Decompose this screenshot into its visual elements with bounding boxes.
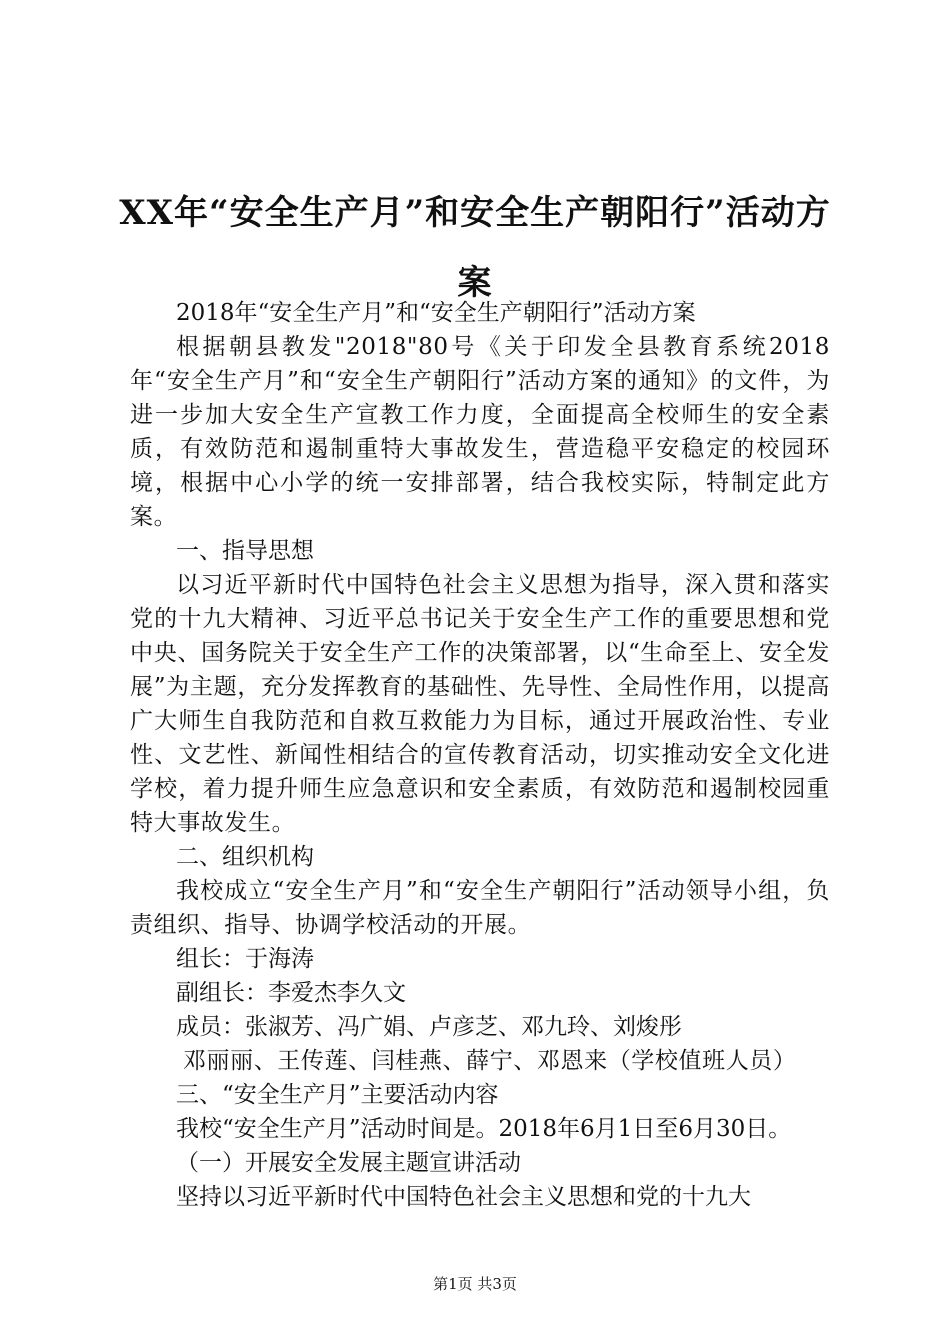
paragraph-subtitle: 2018年“安全生产月”和“安全生产朝阳行”活动方案 bbox=[176, 300, 696, 326]
page-footer: 第1页 共3页 bbox=[433, 1275, 517, 1293]
paragraph-activity-time: 我校“安全生产月”活动时间是。2018年6月1日至6月30日。 bbox=[176, 1116, 792, 1142]
document-title: XX年“安全生产月”和安全生产朝阳行”活动方案 bbox=[119, 193, 831, 303]
paragraph-leader: 组长：于海涛 bbox=[176, 946, 314, 972]
paragraph-organization: 我校成立“安全生产月”和“安全生产朝阳行”活动领导小组，负责组织、指导、协调学校活动的开展。 bbox=[130, 878, 830, 938]
paragraph-adhere: 坚持以习近平新时代中国特色社会主义思想和党的十九大 bbox=[176, 1184, 751, 1210]
paragraph-guiding-ideology: 以习近平新时代中国特色社会主义思想为指导，深入贯和落实党的十九大精神、习近平总书记关于安全生产工作的重要思想和党中央、国务院关于安全生产工作的决策部署，以“生命至上、安全发展”为主题，充分发挥教育的基础性、先导性、全局性作用，以提高广大师生自我防范和自救互救能力为目标，通过开展政治性、专业性、文艺性、新闻性相结合的宣传教育活动，切实推动安全文化进学校，着力提升师生应急意识和安全素质，有效防范和遏制校园重特大事故发生。 bbox=[130, 572, 830, 836]
section-heading-3: 三、“安全生产月”主要活动内容 bbox=[176, 1082, 499, 1108]
section-heading-1: 一、指导思想 bbox=[176, 538, 314, 564]
paragraph-members-continued: 邓丽丽、王传莲、闫桂燕、薛宁、邓恩来（学校值班人员） bbox=[182, 1048, 797, 1074]
section-heading-2: 二、组织机构 bbox=[176, 844, 314, 870]
paragraph-members: 成员：张淑芳、冯广娟、卢彦芝、邓九玲、刘焌彤 bbox=[176, 1014, 682, 1040]
subsection-heading-1: （一）开展安全发展主题宣讲活动 bbox=[176, 1150, 521, 1176]
paragraph-intro: 根据朝县教发"2018"80号《关于印发全县教育系统2018年“安全生产月”和“安全生产朝阳行”活动方案的通知》的文件，为进一步加大安全生产宣教工作力度，全面提高全校师生的安全素质，有效防范和遏制重特大事故发生，营造稳平安稳定的校园环境，根据中心小学的统一安排部署，结合我校实际，特制定此方案。 bbox=[130, 334, 830, 530]
document-body bbox=[130, 296, 830, 1214]
paragraph-deputy-leader: 副组长：李爱杰李久文 bbox=[176, 980, 406, 1006]
